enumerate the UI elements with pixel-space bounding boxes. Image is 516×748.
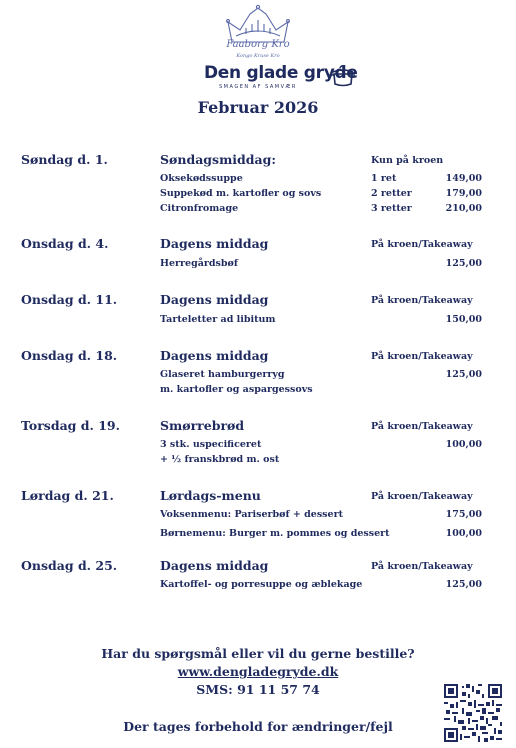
menu-item: Børnemenu: Burger m. pommes og dessert <box>160 528 390 539</box>
course-count: 3 retter <box>371 203 412 214</box>
menu-item: Suppekød m. kartofler og sovs <box>160 188 322 199</box>
price: 150,00 <box>445 314 482 325</box>
menu-item: 3 stk. uspecificeret <box>160 439 262 450</box>
price: 125,00 <box>445 258 482 269</box>
sms-number: SMS: 91 11 57 74 <box>196 682 320 697</box>
availability-note: På kroen/Takeaway <box>371 421 473 432</box>
menu-title: Søndagsmiddag: <box>160 152 276 167</box>
availability-note: På kroen/Takeaway <box>371 239 473 250</box>
menu-title: Smørrebrød <box>160 418 245 433</box>
price: 210,00 <box>445 203 482 214</box>
day-label: Torsdag d. 19. <box>21 418 120 433</box>
menu-title: Dagens middag <box>160 348 269 363</box>
availability-note: På kroen/Takeaway <box>371 295 473 306</box>
price: 175,00 <box>445 509 482 520</box>
contact-question: Har du spørgsmål eller vil du gerne bestille? <box>101 646 415 661</box>
qr-code-icon[interactable] <box>444 684 502 742</box>
pot-icon <box>330 62 356 88</box>
menu-item: Tarteletter ad libitum <box>160 314 276 325</box>
menu-item: Kartoffel- og porresuppe og æblekage <box>160 579 363 590</box>
menu-title: Dagens middag <box>160 236 269 251</box>
month-title: Februar 2026 <box>197 98 319 117</box>
brand-name: Den glade gryde <box>204 63 358 83</box>
day-label: Onsdag d. 18. <box>21 348 118 363</box>
day-label: Onsdag d. 25. <box>21 558 118 573</box>
menu-item: Oksekødssuppe <box>160 173 243 184</box>
menu-item: Herregårdsbøf <box>160 258 238 269</box>
kro-subtitle: Kongo Kruse Kro <box>236 53 280 59</box>
course-count: 1 ret <box>371 173 397 184</box>
crown-logo-icon <box>210 4 306 44</box>
availability-note: Kun på kroen <box>371 155 444 166</box>
kro-name: Faaborg Kro <box>226 39 290 50</box>
menu-item: Voksenmenu: Pariserbøf + dessert <box>160 509 343 520</box>
menu-title: Dagens middag <box>160 292 269 307</box>
course-count: 2 retter <box>371 188 412 199</box>
price: 100,00 <box>445 439 482 450</box>
logo <box>0 0 516 95</box>
price: 100,00 <box>445 528 482 539</box>
website-link[interactable]: www.dengladegryde.dk <box>177 664 339 679</box>
menu-item: Citronfromage <box>160 203 239 214</box>
menu-item: m. kartofler og aspargessovs <box>160 384 313 395</box>
menu-title: Dagens middag <box>160 558 269 573</box>
price: 125,00 <box>445 369 482 380</box>
availability-note: På kroen/Takeaway <box>371 491 473 502</box>
price: 149,00 <box>445 173 482 184</box>
disclaimer: Der tages forbehold for ændringer/fejl <box>123 719 393 734</box>
day-label: Onsdag d. 4. <box>21 236 109 251</box>
day-label: Søndag d. 1. <box>21 152 108 167</box>
day-label: Lørdag d. 21. <box>21 488 114 503</box>
menu-item: Glaseret hamburgerryg <box>160 369 285 380</box>
day-label: Onsdag d. 11. <box>21 292 118 307</box>
menu-title: Lørdags-menu <box>160 488 261 503</box>
price: 125,00 <box>445 579 482 590</box>
menu-item: + ½ franskbrød m. ost <box>160 454 280 465</box>
tagline: SMAGEN AF SAMVÆR <box>219 84 297 90</box>
price: 179,00 <box>445 188 482 199</box>
availability-note: På kroen/Takeaway <box>371 561 473 572</box>
availability-note: På kroen/Takeaway <box>371 351 473 362</box>
